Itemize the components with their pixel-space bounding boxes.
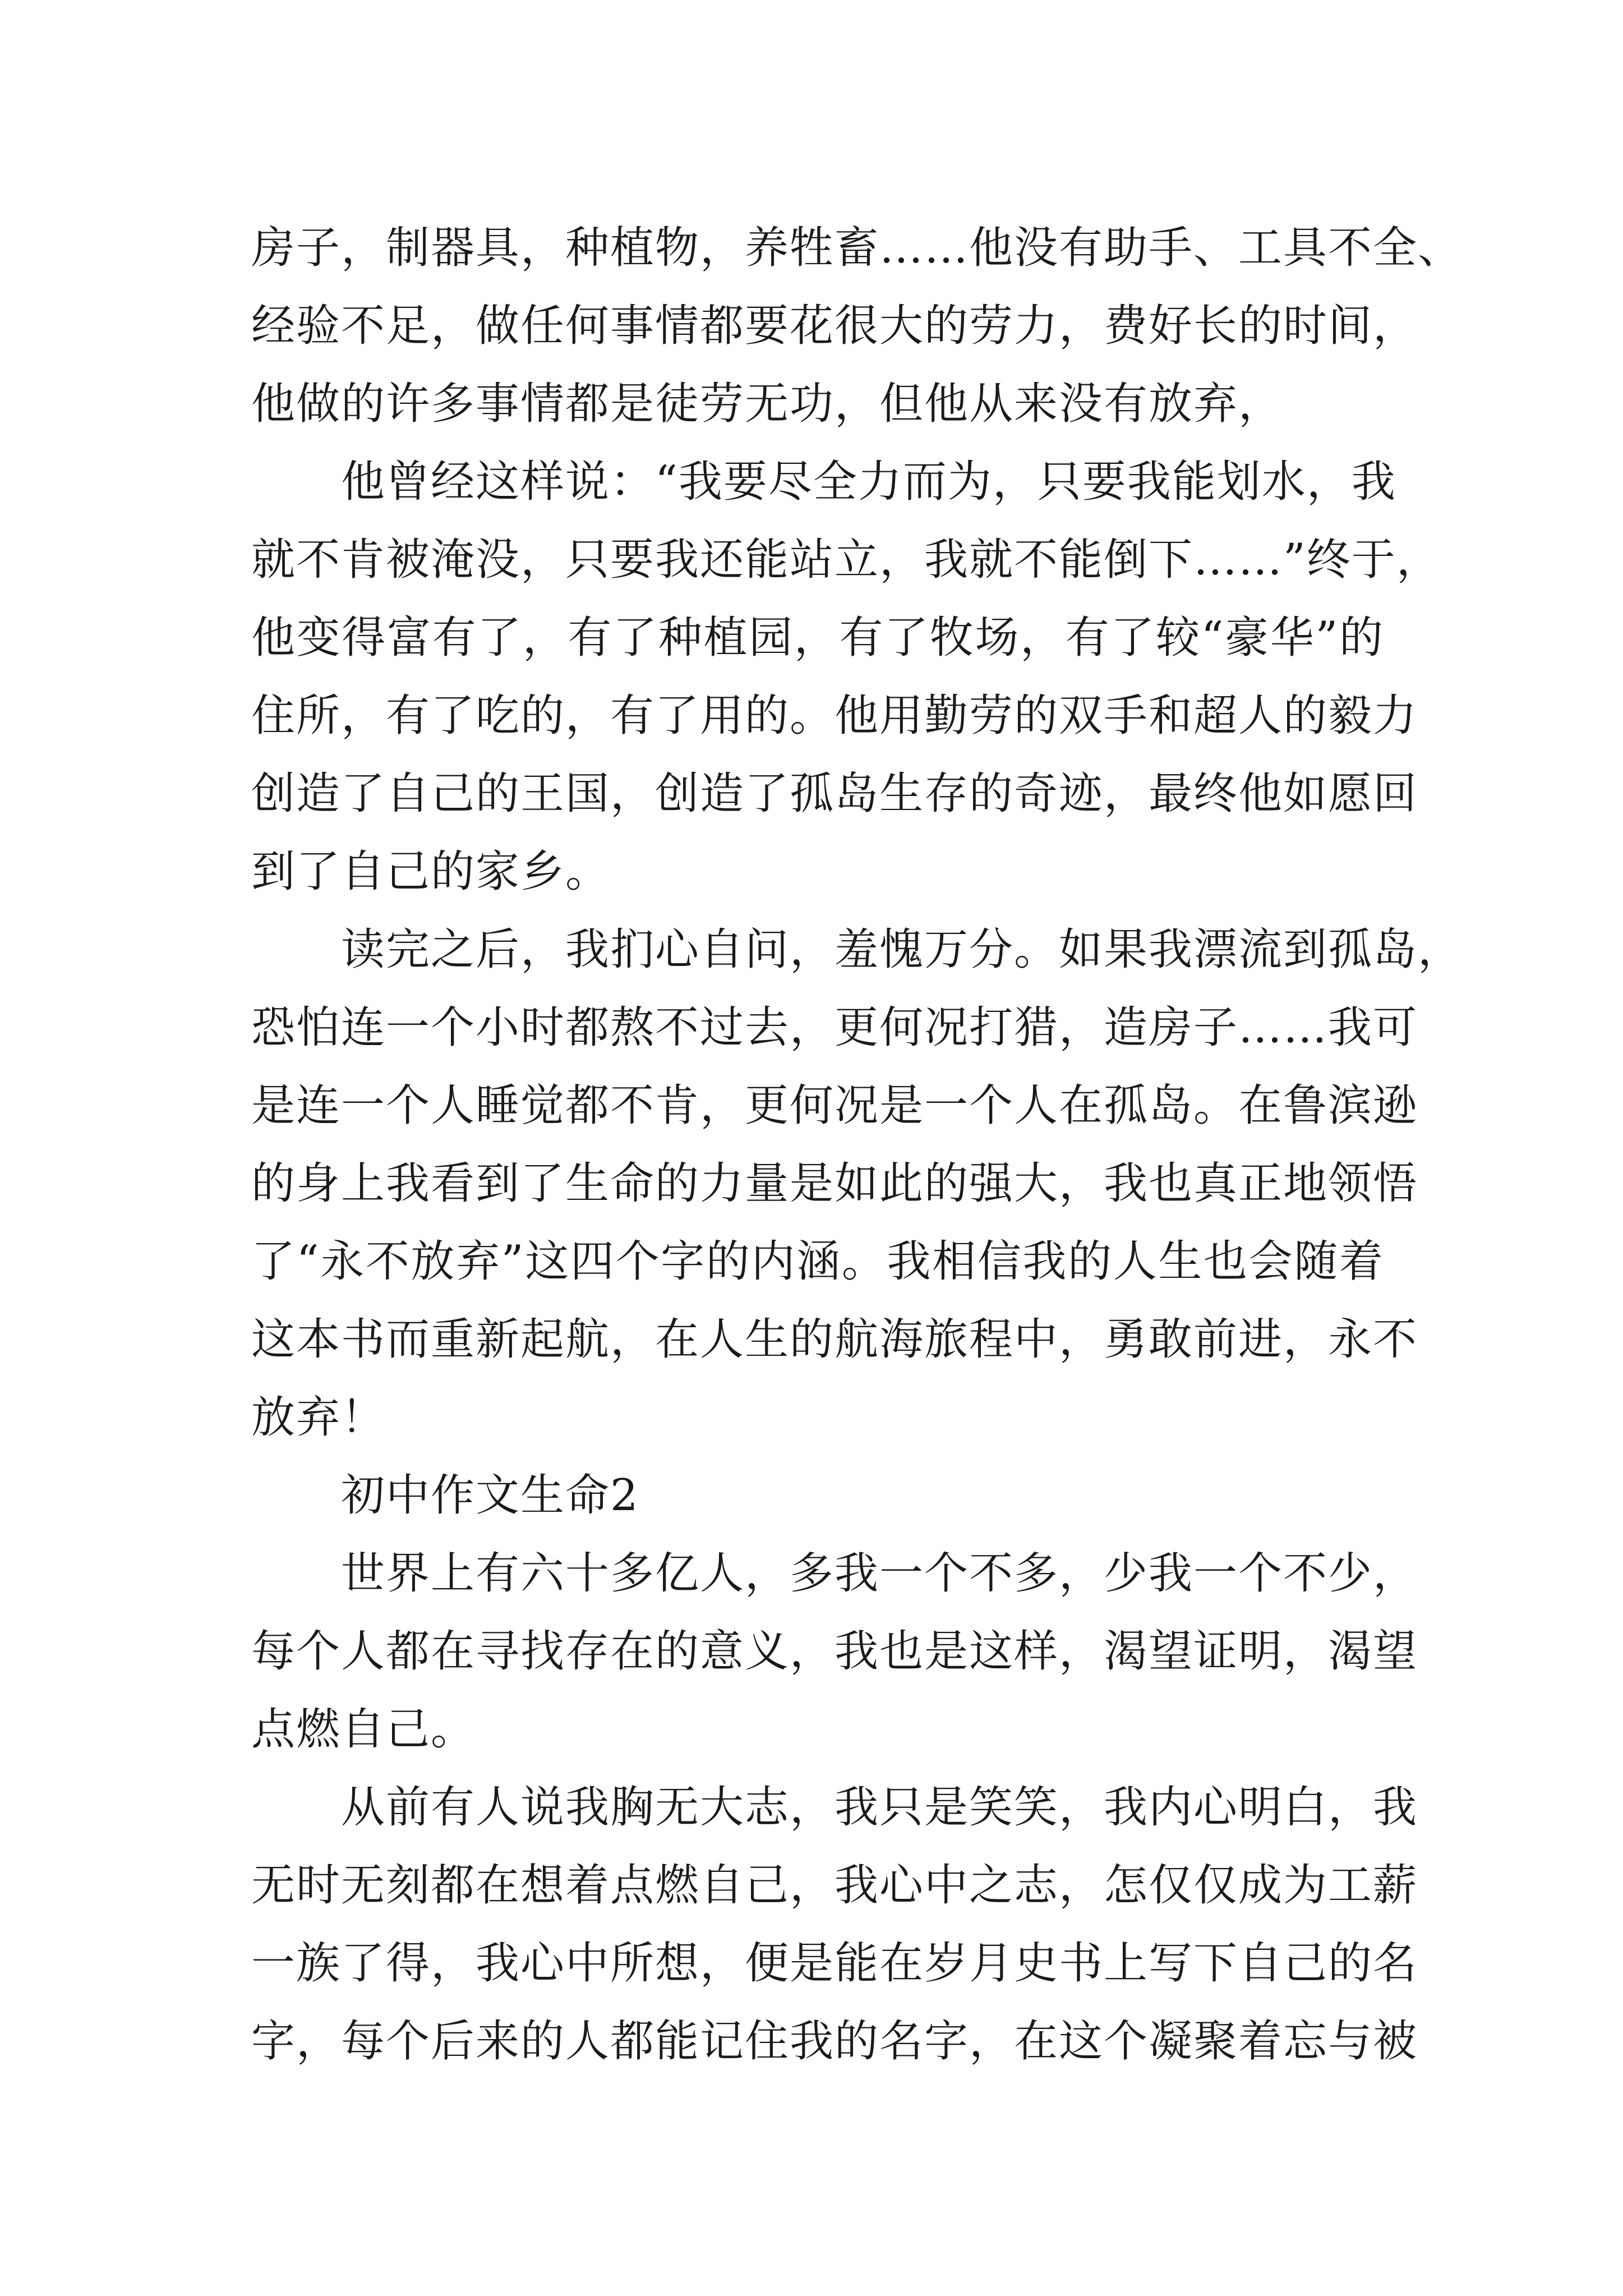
text-line: 无时无刻都在想着点燃自己，我心中之志，怎仅仅成为工薪 (251, 1860, 1418, 1911)
text-line: 经验不足，做任何事情都要花很大的劳力，费好长的时间， (251, 301, 1418, 351)
section-heading: 初中作文生命2 (341, 1470, 639, 1521)
text-line: 到了自己的家乡。 (251, 846, 611, 897)
text-line: 房子，制器具，种植物，养牲畜……他没有助手、工具不全、 (251, 223, 1463, 273)
text-line: 是连一个人睡觉都不肯，更何况是一个人在孤岛。在鲁滨逊 (251, 1080, 1418, 1131)
text-line: 从前有人说我胸无大志，我只是笑笑，我内心明白，我 (341, 1782, 1418, 1833)
text-line: 一族了得，我心中所想，便是能在岁月史书上写下自己的名 (251, 1938, 1418, 1989)
text-line: 字，每个后来的人都能记住我的名字，在这个凝聚着忘与被 (251, 2016, 1418, 2067)
text-line: 每个人都在寻找存在的意义，我也是这样，渴望证明，渴望 (251, 1626, 1418, 1677)
text-line: 放弃！ (251, 1392, 386, 1443)
text-line: 读完之后，我扪心自问，羞愧万分。如果我漂流到孤岛， (341, 924, 1463, 975)
text-line: 了“永不放弃”这四个字的内涵。我相信我的人生也会随着 (251, 1236, 1384, 1287)
text-line: 他变得富有了，有了种植园，有了牧场，有了较“豪华”的 (251, 613, 1384, 663)
text-line: 他曾经这样说：“我要尽全力而为，只要我能划水，我 (341, 457, 1396, 507)
text-line: 创造了自己的王国，创造了孤岛生存的奇迹，最终他如愿回 (251, 769, 1418, 819)
text-line: 他做的许多事情都是徒劳无功，但他从来没有放弃， (251, 379, 1284, 429)
text-line: 这本书而重新起航，在人生的航海旅程中，勇敢前进，永不 (251, 1314, 1418, 1365)
text-line: 的身上我看到了生命的力量是如此的强大，我也真正地领悟 (251, 1158, 1418, 1209)
text-line: 点燃自己。 (251, 1704, 476, 1755)
text-line: 就不肯被淹没，只要我还能站立，我就不能倒下……”终于， (251, 535, 1441, 585)
text-line: 世界上有六十多亿人，多我一个不多，少我一个不少， (341, 1548, 1418, 1599)
text-line: 恐怕连一个小时都熬不过去，更何况打猎，造房子……我可 (251, 1002, 1418, 1053)
text-line: 住所，有了吃的，有了用的。他用勤劳的双手和超人的毅力 (251, 691, 1418, 741)
